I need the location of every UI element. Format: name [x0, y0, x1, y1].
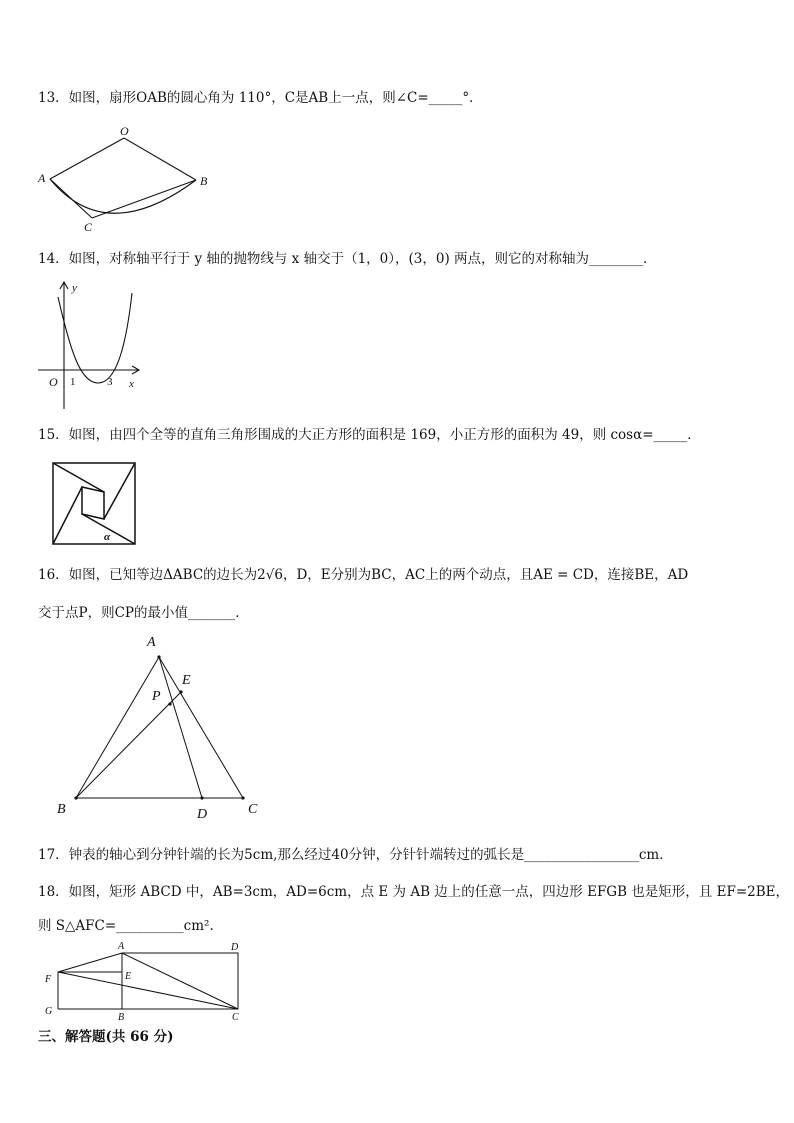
label-y: y: [72, 282, 77, 294]
label-A: A: [118, 941, 125, 952]
figure-13-sector: [36, 122, 226, 234]
section-title: 三、解答题(共 66 分): [38, 1029, 174, 1045]
label-P: P: [152, 689, 161, 704]
figure-18-rectangles: [38, 938, 248, 1024]
label-B: B: [118, 1012, 125, 1023]
label-A: A: [147, 635, 156, 650]
label-D: D: [197, 807, 208, 822]
problem-13-text: 13．如图，扇形OAB的圆心角为 110°，C是AB上一点，则∠C=_____°．: [38, 90, 483, 106]
label-B: B: [200, 174, 208, 188]
figure-14-parabola: [36, 279, 146, 411]
figure-16-triangle: [54, 630, 269, 822]
label-E: E: [125, 971, 132, 982]
problem-15-text: 15．如图，由四个全等的直角三角形围成的大正方形的面积是 169，小正方形的面积为 49，则 cosα=_____．: [38, 427, 701, 443]
label-C: C: [248, 802, 258, 817]
label-x: x: [129, 378, 134, 390]
label-A: A: [38, 171, 46, 185]
label-O: O: [120, 124, 129, 138]
problem-18-text-line1: 18．如图，矩形 ABCD 中，AB=3cm，AD=6cm，点 E 为 AB 边上的任意一点，四边形 EFGB 也是矩形，且 EF=2BE，: [38, 884, 789, 900]
label-alpha: α: [104, 531, 111, 543]
label-3: 3: [107, 376, 113, 388]
problem-16-text-line2: 交于点P，则CP的最小值_______．: [38, 605, 249, 621]
label-1: 1: [70, 376, 76, 388]
problem-17-text: 17．钟表的轴心到分钟针端的长为5cm,那么经过40分钟，分针针端转过的弧长是_________________cm．: [38, 847, 673, 863]
problem-18-text-line2: 则 S△AFC=__________cm².: [38, 918, 214, 934]
label-C: C: [84, 220, 93, 234]
problem-16-text-line1: 16．如图，已知等边ΔABC的边长为2√6，D，E分别为BC，AC上的两个动点，且AE = CD，连接BE，AD: [38, 567, 689, 583]
label-C: C: [232, 1012, 239, 1023]
label-O: O: [49, 375, 58, 389]
label-D: D: [231, 942, 239, 953]
problem-14-text: 14．如图，对称轴平行于 y 轴的抛物线与 x 轴交于（1，0），(3，0) 两点，则它的对称轴为________．: [38, 251, 657, 267]
label-G: G: [45, 1006, 53, 1017]
label-E: E: [182, 673, 191, 688]
figure-15-squares: [52, 462, 136, 546]
label-F: F: [45, 974, 52, 985]
label-B: B: [57, 802, 66, 817]
